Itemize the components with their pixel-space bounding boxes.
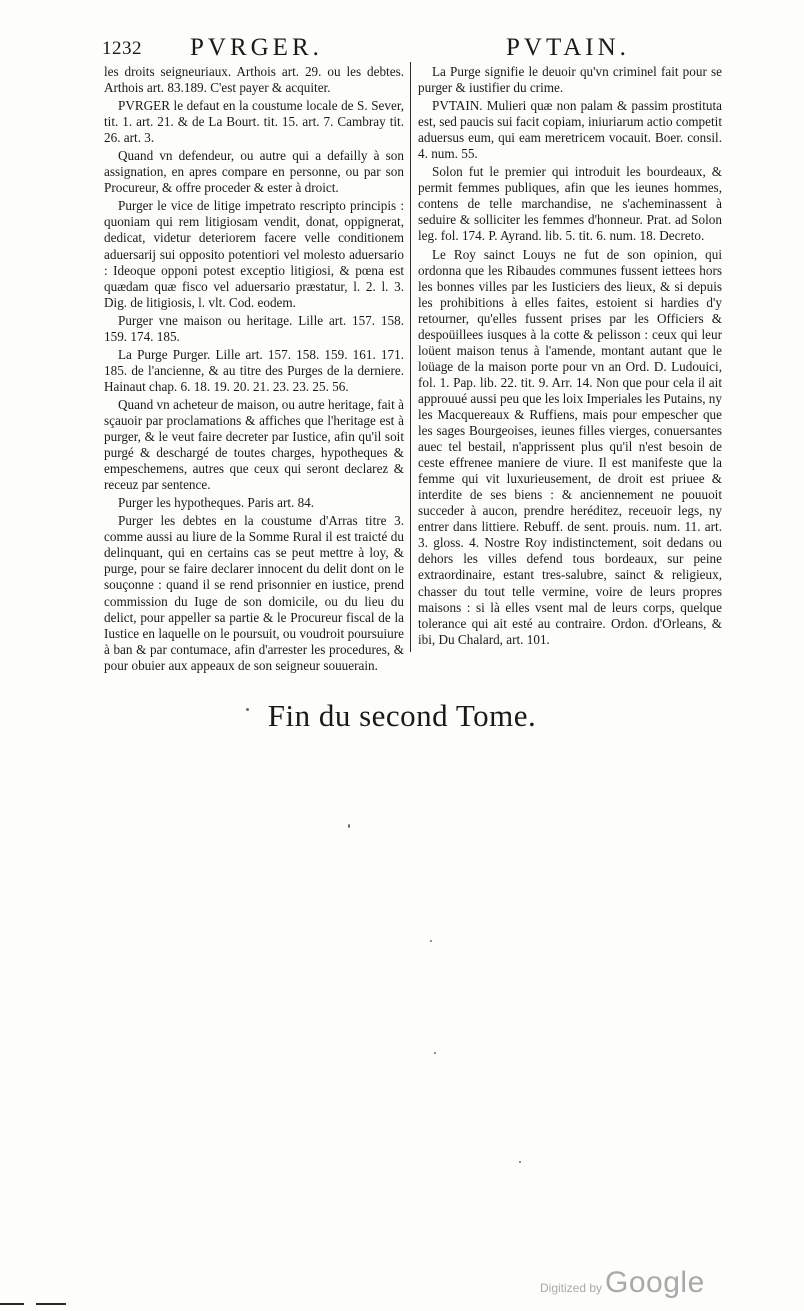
- entry-paragraph: Purger les debtes en la coustume d'Arras titre 3. comme aussi au liure de la Somme Rural il est traicté du delinquant, qui en certains cas se peut mettre à loy, & purge, pour se faire declarer innocent du delit dont on le souçonne : quand il se rend prisonnier en iustice, prend commission du Iuge de son domicile, ou du lieu du delict, pour appeller sa partie & le Procureur fiscal de la Iustice en laquelle on le poursuit, ou voudroit poursuiure à ban & par contumace, afin d'arrester les procedures, & pour obuier aux appeaux de son seigneur souuerain.: [104, 513, 404, 673]
- left-column: [104, 64, 404, 676]
- entry-paragraph: La Purge signifie le deuoir qu'vn criminel fait pour se purger & iustifier du crime.: [418, 64, 722, 96]
- entry-paragraph: Purger les hypotheques. Paris art. 84.: [118, 495, 315, 511]
- ink-speck: [430, 940, 432, 942]
- footer-rule: [0, 1303, 24, 1305]
- ink-speck: [519, 1161, 521, 1163]
- entry-paragraph: les droits seigneuriaux. Arthois art. 29. ou les debtes. Arthois art. 83.189. C'est payer & acquiter.: [104, 64, 404, 96]
- running-head-right: PVTAIN.: [506, 34, 630, 61]
- entry-paragraph: Le Roy sainct Louys ne fut de son opinion, qui ordonna que les Ribaudes communes fussent iettees hors les bonnes villes par les Iusticiers des lieux, & si depuis les prohibitions à elles faites, estoient si hardies d'y retourner, qu'elles fussent prises par les Officiers & despoüillees iusques à la cotte & pelisson : ceux qui leur loüent maison tenus à l'amende, montant autant que le loüage de la maison porte pour vn an Ord. D. Ludouici, fol. 1. Pap. lib. 22. tit. 9. Arr. 14. Non que pour cela il ait approuué aussi peu que les loix Imperiales les Putains, ny les Macquereaux & Ruffiens, mais pour empescher que les sages Bourgeoises, ieunes filles vierges, conuersantes auec tel bestail, n'apprissent plus qu'il n'est besoin de ceste effrenee maniere de viure. Il est manifeste que la femme qui vit luxurieusement, de droit est priuee & interdite de ses biens : & anciennement ne pouuoit succeder à aucon, prendre heréditez, receuoir legs, ny entrer dans littiere. Rebuff. de sent. prouis. num. 11. art. 3. gloss. 4. Nostre Roy indistinctement, soit dedans ou dehors les villes defend tous bordeaux, sur peine extraordinaire, estant tres-salubre, sainct & religieux, chasser du tout telle vermine, voire de leurs propres maisons : si là elles vsent mal de leurs corps, quelque tolerance qui ait esté au contraire. Ordon. d'Orleans, & ibi, Du Chalard, art. 101.: [418, 246, 722, 647]
- running-head-left: PVRGER.: [190, 34, 323, 61]
- watermark-prefix: Digitized by: [540, 1281, 603, 1295]
- entry-paragraph: Purger vne maison ou heritage. Lille art. 157. 158. 159. 174. 185.: [104, 312, 404, 344]
- page-number: 1232: [102, 38, 142, 59]
- end-note: Fin du second Tome.: [267, 698, 537, 733]
- entry-paragraph: Solon fut le premier qui introduit les bourdeaux, & permit femmes publiques, afin que les ieunes hommes, contens de telle marchandise, ne s'acheminassent à seduire & solliciter les femmes d'honneur. Prat. ad Solon leg. fol. 174. P. Ayrand. lib. 5. tit. 6. num. 18. Decreto.: [418, 164, 722, 244]
- footer-rule: [36, 1303, 66, 1305]
- entry-paragraph: Quand vn acheteur de maison, ou autre heritage, fait à sçauoir par proclamations & affiches que l'heritage est à purger, & le veut faire decreter par Iustice, afin qu'il soit purgé & deschargé de toutes charges, hypotheques & empeschemens, autres que ceux qui seront declarez & receuz par sentence.: [104, 396, 404, 493]
- ink-speck: [246, 708, 249, 711]
- entry-paragraph: PVTAIN. Mulieri quæ non palam & passim prostituta est, sed paucis sui facit copiam, iniuriarum actio competit aduersus eum, qui eam meretricem vocauit. Boer. consil. 4. num. 55.: [418, 98, 722, 162]
- entry-paragraph: La Purge Purger. Lille art. 157. 158. 159. 161. 171. 185. de l'ancienne, & au titre des Purges de la derniere. Hainaut chap. 6. 18. 19. 20. 21. 23. 23. 25. 56.: [104, 346, 404, 394]
- ink-speck: [434, 1052, 436, 1054]
- entry-paragraph: PVRGER le defaut en la coustume locale de S. Sever, tit. 1. art. 21. & de La Bourt. tit. 15. art. 7. Cambray tit. 26. art. 3.: [104, 98, 404, 146]
- entry-paragraph: Purger le vice de litige impetrato rescripto principis : quoniam qui rem litigiosam vendit, donat, oppignerat, dedicat, videtur deteriorem facere velle conditionem aduersarij sui opposito potentiori vel molesto aduersario : Ideoque opponi potest exceptio litigiosi, & pœna est quædam quæ fisco vel aduersario præstatur, l. 2. l. 3. Dig. de litigiosis, l. vlt. Cod. eodem.: [104, 198, 404, 310]
- google-logo: Google: [605, 1266, 705, 1299]
- entry-paragraph: Quand vn defendeur, ou autre qui a defailly à son assignation, en apres compare en personne, ou par son Procureur, & offre proceder & ester à droict.: [104, 148, 404, 196]
- ink-speck: [348, 824, 350, 828]
- right-column: [418, 64, 722, 650]
- digitized-watermark: [540, 1266, 705, 1300]
- column-divider: [410, 62, 411, 652]
